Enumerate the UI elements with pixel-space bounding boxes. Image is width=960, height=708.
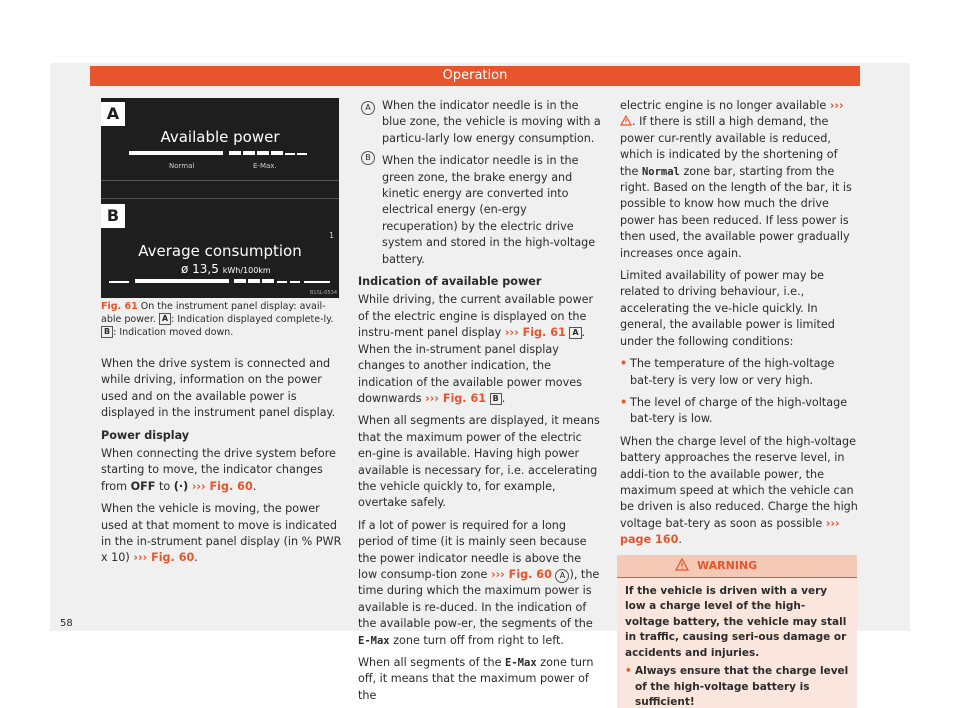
emax-segment	[271, 151, 283, 155]
paragraph: When the charge level of the high-voltage battery approaches the reserve level, in addi-tion to the available power, the maximum speed at which the vehicle can be driven is also reduced. Charge the high voltage bat-tery as soon as possible ››› page 160.	[620, 434, 858, 547]
emax-segment-off	[290, 281, 300, 283]
ready-icon: (·)	[173, 479, 189, 493]
paragraph: While driving, the current available power of the electric engine is displayed on the instru-ment panel display ››› Fig. 61 A . When the in-strument panel display changes to another indication, the indication of the available power moves downwards ››› Fig. 61 B .	[358, 293, 594, 405]
emax-segment	[229, 151, 241, 155]
emax-segment-off	[285, 153, 295, 155]
trip-number: 1	[329, 231, 335, 240]
warning-header	[617, 555, 857, 578]
paragraph: When connecting the drive system before starting to move, the indicator changes from OFF to (·) ››› Fig. 60.	[101, 447, 336, 493]
divider	[101, 180, 339, 181]
paragraph: When the drive system is connected and while driving, information on the power used and on the available power is displayed in the instrument panel display.	[101, 357, 336, 420]
off-icon: OFF	[130, 479, 156, 493]
emax-segment	[243, 151, 255, 155]
warning-bullet: • Always ensure that the charge level of the high-voltage battery is sufficient!	[625, 664, 849, 708]
normal-zone-bar	[129, 151, 223, 155]
paragraph-b: When the indicator needle is in the green zone, the brake energy and kinetic energy are converted into electrical energy (en-ergy recuperation) by the electric drive system and stored in the high-voltage battery.	[382, 154, 596, 266]
panel-a-tag: A	[101, 102, 125, 126]
fig-61-link[interactable]: ››› Fig. 61	[504, 326, 566, 340]
column-1	[101, 356, 349, 573]
paragraph: Limited availability of power may be related to driving behaviour, i.e., accelerating the ve-hicle quickly. In general, the available power is limited under the following conditions:	[620, 269, 835, 348]
subheading-power-display: Power display	[101, 428, 190, 442]
normal-label: Normal	[169, 162, 195, 170]
section-header: Operation	[90, 66, 860, 86]
bullet-item: • The level of charge of the high-voltage bat-tery is low.	[620, 395, 858, 428]
emax-zone-label: E-Max	[505, 657, 537, 669]
paragraph: When the vehicle is moving, the power used at that moment to move is indicated in the in-strument panel display (in % PWR x 10) ››› Fig. 60.	[101, 502, 342, 565]
emax-segment	[234, 279, 246, 283]
box-a-icon: A	[159, 313, 171, 325]
emax-segment-off	[297, 153, 307, 155]
warning-link[interactable]: ›››	[829, 99, 844, 112]
paragraph: When all segments are displayed, it means that the maximum power of the electric en-gine is available. Having high power available is necessary for, i.e. accelerating the vehicle quickly to, for example, overtake safely.	[358, 414, 600, 510]
fig-60-link[interactable]: ››› Fig. 60	[490, 567, 552, 581]
panel-b-title: Average consumption	[138, 242, 302, 260]
paragraph: electric engine is no longer available ››› . If there is still a high demand, the power cur-rently available is reduced, which is indicated by the shortening of the Normal zone bar, starting from the right. Based on the length of the bar, it is possible to know how much the drive power has been reduced. If less power is then used, the available power gradually increases once again.	[620, 99, 852, 260]
emax-segment	[257, 151, 269, 155]
column-2	[358, 98, 602, 708]
normal-zone-bar	[135, 279, 229, 283]
panel-b-tag: B	[101, 204, 125, 228]
column-3	[620, 98, 858, 708]
warning-title: WARNING	[697, 558, 758, 572]
warning-box	[617, 555, 857, 708]
consumption-value: ø 13,5	[181, 262, 219, 276]
emax-segment-off	[277, 281, 287, 283]
page-160-link[interactable]: ››› page 160	[620, 516, 840, 547]
emax-zone-label: E-Max	[358, 634, 390, 647]
emax-label: E-Max.	[253, 162, 277, 170]
fig-60-link[interactable]: ››› Fig. 60	[133, 551, 195, 565]
box-b-icon: B	[101, 326, 113, 338]
box-b-icon: B	[490, 393, 502, 405]
bullet-item: • The temperature of the high-voltage bat-tery is very low or very high.	[620, 356, 858, 389]
bar-segment-off	[304, 281, 330, 283]
circle-a-icon: A	[555, 569, 569, 583]
warning-body	[617, 578, 857, 708]
divider	[101, 198, 339, 199]
panel-a-title: Available power	[160, 128, 280, 146]
subheading-available-power: Indication of available power	[358, 275, 542, 289]
fig-60-link[interactable]: ››› Fig. 60	[191, 479, 253, 493]
consumption-unit: kWh/100km	[222, 266, 271, 275]
emax-segment	[262, 279, 274, 283]
paragraph: When all segments of the E-Max zone turn off, it means that the maximum power of the	[358, 656, 594, 702]
page-number: 58	[60, 618, 73, 629]
warning-text: If the vehicle is driven with a very low a charge level of the high-voltage battery, the vehicle may stall in traffic, causing seri-ous damage or accidents and injuries.	[625, 584, 847, 659]
caption-label: Fig. 61	[101, 301, 138, 312]
marker-a-icon: A	[361, 101, 375, 115]
warning-triangle-icon	[620, 115, 632, 126]
paragraph: If a lot of power is required for a long period of time (it is mainly seen because the power indicator needle is above the low consump-tion zone ››› Fig. 60 A ), the time during which the maximum power is available is re-duced. In the indication of the available pow-er, the segments of the E-Max zone turn off from right to left.	[358, 518, 600, 647]
bar-segment-off	[109, 281, 129, 283]
box-a-icon: A	[569, 327, 581, 339]
emax-segment	[248, 279, 260, 283]
paragraph-a: When the indicator needle is in the blue zone, the vehicle is moving with a particu-larly low energy consumption.	[382, 99, 601, 145]
warning-triangle-icon	[675, 558, 689, 571]
image-id: B1SL-0534	[309, 290, 337, 296]
normal-zone-label: Normal	[641, 165, 680, 178]
instrument-panel-figure	[101, 98, 339, 298]
marker-b-icon: B	[361, 151, 375, 165]
figure-caption: Fig. 61 On the instrument panel display: avail-able power. A : Indication displayed complete-ly. B : Indication moved down.	[101, 301, 334, 338]
fig-61-link[interactable]: ››› Fig. 61	[425, 391, 487, 405]
